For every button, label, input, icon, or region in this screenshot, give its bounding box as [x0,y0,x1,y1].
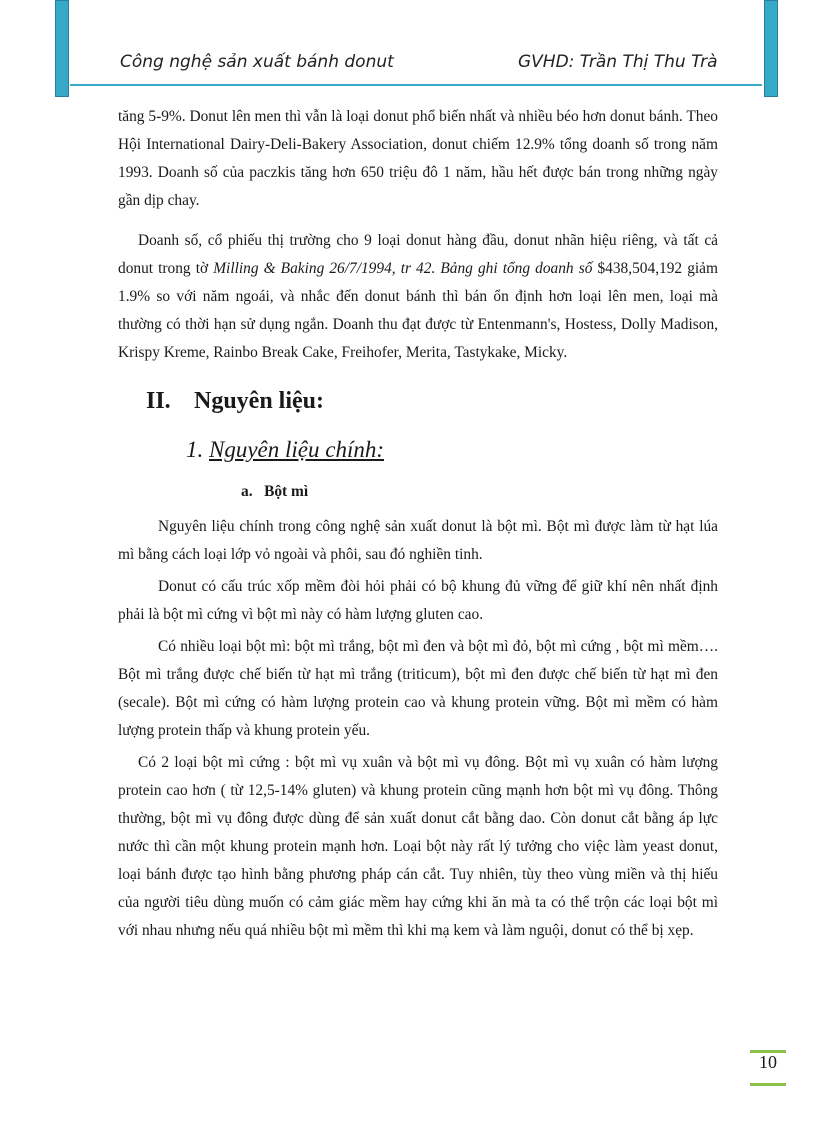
paragraph-2-part2: $438,504,192 giảm 1.9% so với năm ngoái, và nhắc đến donut bánh thì bán ổn định hơn loại lên men, loại mà thường có thời hạn sử dụng ngắn. Doanh thu đạt được từ Entenmann's, Hostess, Dolly Madison, Krispy Kreme, Rainbo Break Cake, Freihofer, Merita, Tastykake, Micky. [118,260,718,361]
paragraph-4: Donut có cấu trúc xốp mềm đòi hỏi phải có bộ khung đủ vững để giữ khí nên nhất định phải là bột mì cứng vì bột mì này có hàm lượng gluten cao. [118,578,718,623]
header-instructor: GVHD: Trần Thị Thu Trà [518,52,718,72]
intro-text [118,103,718,367]
paragraph-2-part1: Doanh số, cổ phiếu thị trường cho 9 loại donut hàng đầu, donut nhãn hiệu riêng, và tất cả donut trong tờ [118,232,718,277]
page-number: 10 [759,1052,777,1072]
paragraph-1: tăng 5-9%. Donut lên men thì vẫn là loại donut phổ biến nhất và nhiều béo hơn donut bánh. Theo Hội International Dairy-Deli-Bakery Association, donut chiếm 12.9% tổng doanh số trong năm 1993. Doanh số của paczkis tăng hơn 650 triệu đô 1 năm, hầu hết được bán trong những ngày gần dịp chay. [118,108,718,209]
paragraph-5: Có nhiều loại bột mì: bột mì trắng, bột mì đen và bột mì đỏ, bột mì cứng , bột mì mềm…. Bột mì trắng được chế biến từ hạt mì trắng (triticum), bột mì đen được chế biến từ hạt mì đen (secale). Bột mì cứng có hàm lượng protein cao và khung protein vững. Bột mì mềm có hàm lượng protein thấp và khung protein yếu. [118,638,718,739]
paragraph-2-citation: Milling & Baking 26/7/1994, tr 42. Bảng ghi tổng doanh số [213,260,593,277]
section-heading [146,388,324,415]
item-heading [241,483,308,501]
paragraph-6: Có 2 loại bột mì cứng : bột mì vụ xuân và bột mì vụ đông. Bột mì vụ xuân có hàm lượng protein cao hơn ( từ 12,5-14% gluten) và khung protein cũng mạnh hơn bột mì vụ đông. Thông thường, bột mì vụ đông được dùng để sản xuất donut cắt bằng dao. Còn donut cắt bằng áp lực nước thì cần một khung protein mạnh hơn. Loại bột này rất lý tưởng cho việc làm yeast donut, loại bánh được tạo hình bằng phương pháp cán cắt. Tuy nhiên, tùy theo vùng miền và thị hiếu của người tiêu dùng muốn có cảm giác mềm hay cứng khi ăn mà ta có thể trộn các loại bột mì với nhau nhưng nếu quá nhiều bột mì mềm thì khi mạ kem và làm nguội, donut có thể bị xẹp. [118,754,718,939]
flour-text [118,513,718,945]
paragraph-2 [118,227,718,367]
page-number-rule-bottom [750,1083,786,1086]
header-rule [70,84,762,86]
section-number: II. [146,388,171,414]
section-title: Nguyên liệu: [194,388,325,414]
subsection-title: Nguyên liệu chính: [209,437,385,462]
header-title: Công nghệ sản xuất bánh donut [120,52,394,72]
paragraph-3: Nguyên liệu chính trong công nghệ sản xuất donut là bột mì. Bột mì được làm từ hạt lúa mì bằng cách loại lớp vỏ ngoài và phôi, sau đó nghiền tinh. [118,518,718,563]
item-label: a. [241,483,253,500]
item-title: Bột mì [264,483,309,500]
subsection-heading [186,437,384,463]
page-header [0,48,816,88]
subsection-number: 1. [186,437,204,462]
